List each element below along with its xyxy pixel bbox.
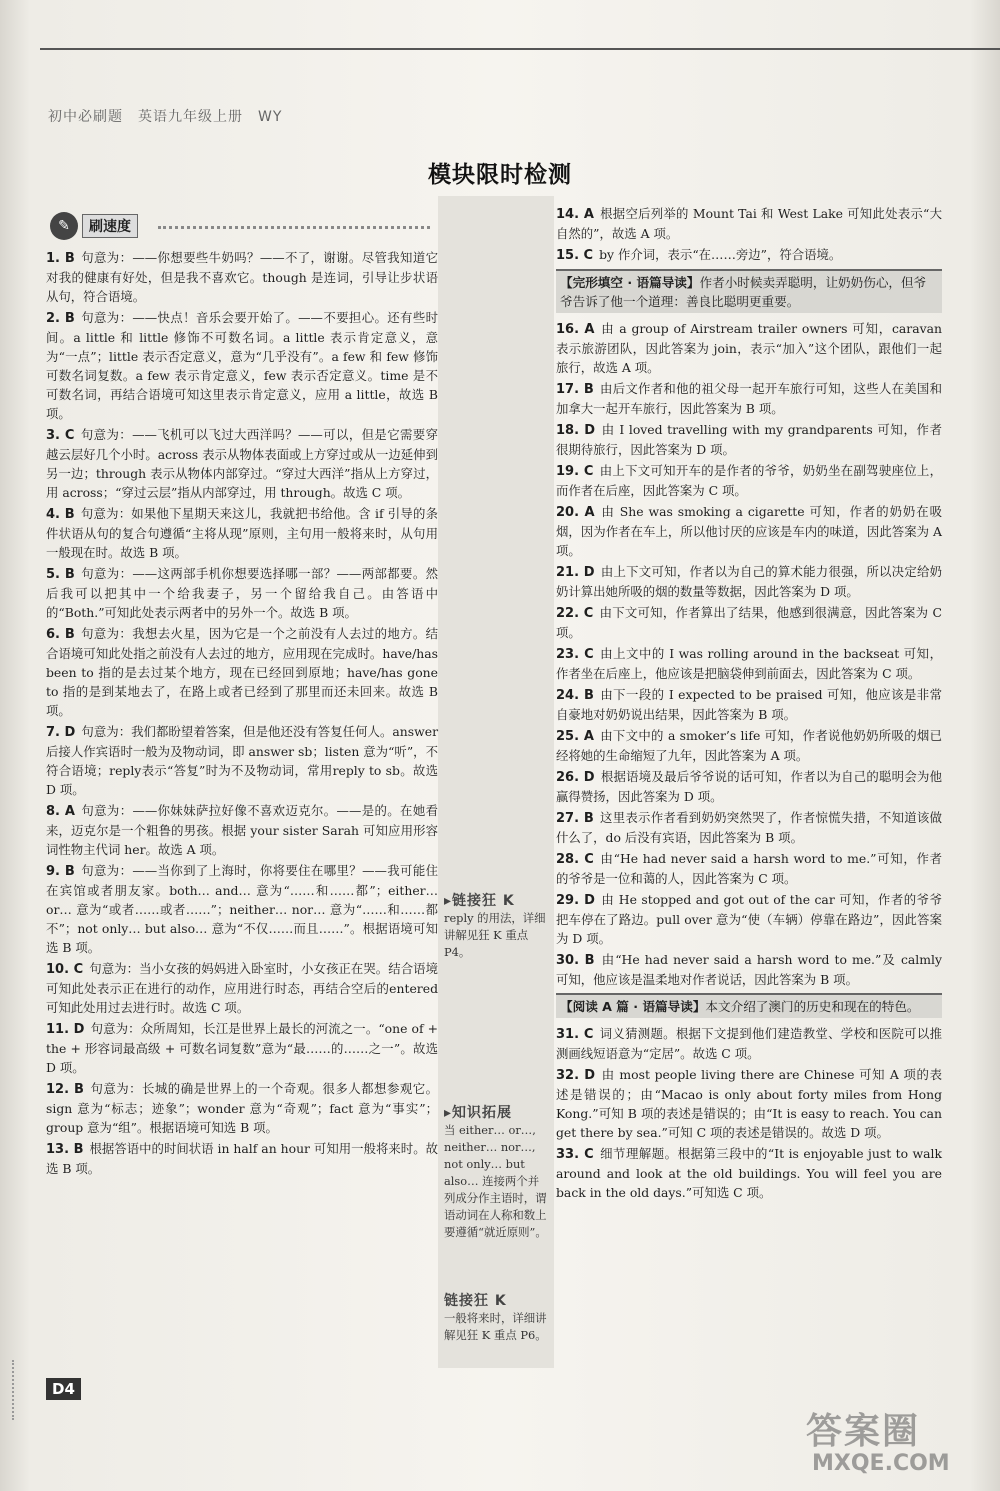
answer-number: 14. A [556, 207, 594, 222]
answer-number: 32. D [556, 1068, 596, 1083]
answer-number: 25. A [556, 729, 594, 744]
section-text: 本文介绍了澳门的历史和现在的特色。 [705, 999, 920, 1014]
answer-item [556, 1024, 942, 1063]
answer-item [556, 950, 942, 989]
answer-explanation: 词义猜测题。根据下文提到他们建造教堂、学校和医院可以推测画线短语意为“定居”。故选 C 项。 [556, 1026, 942, 1061]
answer-number: 19. C [556, 464, 594, 479]
answer-explanation: 句意为：如果他下星期天来这儿，我就把书给他。含 if 引导的条件状语从句的复合句遵循“主将从现”原则，主句用一般将来时，从句用一般现在时。故选 B 项。 [46, 506, 438, 560]
answer-item [556, 420, 942, 459]
answer-item [556, 726, 942, 765]
section-cloze-intro [556, 269, 942, 313]
answer-item [46, 248, 438, 306]
answer-explanation: 根据答语中的时间状语 in half an hour 可知用一般将来时。故选 B 项。 [46, 1141, 438, 1176]
answer-explanation: 句意为：我们都盼望着答案，但是他还没有答复任何人。answer 后接人作宾语时一般为及物动词，即 answer sb；listen 意为“听”，不符合语境；reply表示“答复”时为不及物动词，常用reply to sb。故选 D 项。 [46, 724, 438, 797]
answer-number: 23. C [556, 647, 594, 662]
answer-number: 18. D [556, 423, 596, 438]
answer-number: 11. D [46, 1022, 85, 1037]
answer-explanation: by 作介词，表示“在……旁边”，符合语境。 [599, 247, 842, 262]
answer-number: 20. A [556, 505, 595, 520]
answer-explanation: 句意为：——当你到了上海时，你将要住在哪里？——我可能住在宾馆或者朋友家。both… and… 意为“……和……都”；either… or… 意为“或者……或者……”；neither… nor… 意为“……和……都不”；not only… but also… 意为“不仅……而且……”。根据语境可知选 B 项。 [46, 863, 439, 955]
answer-number: 12. B [46, 1082, 84, 1097]
answer-item [556, 767, 942, 806]
right-column [556, 204, 942, 1204]
answer-number: 10. C [46, 962, 84, 977]
left-column [46, 248, 438, 1180]
answer-number: 22. C [556, 606, 594, 621]
answer-explanation: 由后文作者和他的祖父母一起开车旅行可知，这些人在美国和加拿大一起开车旅行，因此答案为 B 项。 [556, 381, 942, 416]
answer-number: 16. A [556, 322, 595, 337]
section-tag: 【完形填空 · 语篇导读】 [560, 275, 700, 290]
answer-item [556, 808, 942, 847]
answer-item [556, 502, 942, 560]
answer-item [556, 685, 942, 724]
answer-explanation: 由 most people living there are Chinese 可知 A 项的表述是错误的；由“Macao is only about forty miles from Hong Kong.”可知 B 项的表述是错误的；由“It is easy to reach. You can get there by sea.”可知 C 项的表述是错误的。故选 D 项。 [556, 1067, 942, 1140]
answer-number: 15. C [556, 248, 594, 263]
side-note-text: reply 的用法，详细讲解见狂 K 重点 P4。 [444, 911, 546, 959]
answer-explanation: 由 She was smoking a cigarette 可知，作者的奶奶在吸烟，因为作者在车上，所以他讨厌的应该是车内的味道，因此答案为 A 项。 [556, 504, 942, 558]
answer-number: 29. D [556, 893, 595, 908]
side-note-heading: 链接狂 K [444, 1293, 507, 1309]
answer-explanation: 由“He had never said a harsh word to me.”及 calmly 可知，他应该是温柔地对作者说话，因此答案为 B 项。 [556, 952, 942, 987]
answer-number: 8. A [46, 804, 75, 819]
answer-item [556, 319, 942, 377]
answer-item [556, 245, 942, 265]
page-title: 模块限时检测 [428, 162, 572, 188]
answer-item [556, 1144, 942, 1202]
answer-explanation: 句意为：——你想要些牛奶吗？——不了，谢谢。尽管我知道它对我的健康有好处，但是我不喜欢它。though 是连词，引导让步状语从句，符合语境。 [46, 250, 439, 304]
answer-item [46, 722, 438, 799]
answer-item [46, 564, 438, 622]
answer-item [46, 624, 438, 720]
page-number: D4 [46, 1378, 81, 1400]
answer-item [46, 1019, 438, 1077]
answer-explanation: 由上下文可知，作者以为自己的算术能力很强，所以决定给奶奶计算出她所吸的烟的数量等数据，因此答案为 D 项。 [556, 564, 942, 599]
watermark-logo [806, 1403, 986, 1483]
section-badge [50, 212, 152, 240]
answer-number: 21. D [556, 565, 595, 580]
section-text: 作者小时候卖弄聪明，让奶奶伤心，但爷爷告诉了他一个道理：善良比聪明更重要。 [560, 275, 927, 309]
answer-item [556, 603, 942, 642]
answer-explanation: 句意为：——快点！音乐会要开始了。——不要担心。还有些时间。a little 和 little 修饰不可数名词。a little 表示肯定意义，意为“一点”；little 表示否定意义，意为“几乎没有”。a few 和 few 修饰可数名词复数。a few 表示肯定意义，few 表示否定意义。time 是不可数名词，再结合语境可知这里表示肯定意义，应用 a little，故选 B 项。 [46, 310, 439, 421]
answer-item [46, 504, 438, 562]
section-tag: 【阅读 A 篇 · 语篇导读】 [560, 999, 706, 1014]
answer-explanation: 细节理解题。根据第三段中的“It is enjoyable just to walk around and look at the old buildings. You will feel you are back in the old days.”可知选 C 项。 [556, 1146, 942, 1200]
answer-item [46, 308, 438, 423]
answer-explanation: 由 I loved travelling with my grandparents 可知，作者很期待旅行，因此答案为 D 项。 [556, 422, 942, 457]
answer-explanation: 由下文可知，作者算出了结果，他感到很满意，因此答案为 C 项。 [556, 605, 942, 640]
answer-number: 1. B [46, 251, 75, 266]
answer-item [556, 204, 942, 243]
logo-url: MXQE.COM [812, 1451, 950, 1476]
answer-explanation: 句意为：——这两部手机你想要选择哪一部？——两部都要。然后我可以把其中一个给我妻子，另一个留给我自己。由答语中的“Both.”可知此处表示两者中的另外一个。故选 B 项。 [46, 566, 439, 620]
answer-item [556, 644, 942, 683]
answer-item [556, 849, 942, 888]
answer-item [556, 461, 942, 500]
answer-item [556, 890, 942, 948]
top-rule [40, 48, 1000, 50]
answer-number: 27. B [556, 811, 594, 826]
answer-number: 30. B [556, 953, 595, 968]
answer-number: 17. B [556, 382, 594, 397]
answer-explanation: 句意为：长城的确是世界上的一个奇观。很多人都想参观它。sign 意为“标志；迹象”；wonder 意为“奇观”；fact 意为“事实”；group 意为“组”。根据语境可知选 B 项。 [46, 1081, 439, 1135]
section-reading-intro [556, 993, 942, 1018]
answer-number: 33. C [556, 1147, 594, 1162]
answer-item [46, 959, 438, 1017]
answer-number: 24. B [556, 688, 594, 703]
answer-number: 4. B [46, 507, 75, 522]
logo-text: 答案圈 [806, 1411, 921, 1452]
answer-item [46, 801, 438, 859]
book-icon: ✎ [50, 212, 78, 240]
answer-explanation: 由 a group of Airstream trailer owners 可知，caravan 表示旅游团队，因此答案为 join，表示“加入”这个团队，跟他们一起旅行，故选 A 项。 [556, 321, 942, 375]
answer-number: 9. B [46, 864, 75, 879]
answer-explanation: 由上下文可知开车的是作者的爷爷，奶奶坐在副驾驶座位上，而作者在后座，因此答案为 C 项。 [556, 463, 942, 498]
answer-item [46, 425, 438, 502]
answer-explanation: 由上文中的 I was rolling around in the backseat 可知，作者坐在后座上，他应该是把脑袋伸到前面去，因此答案为 C 项。 [556, 646, 942, 681]
side-note-3 [444, 1290, 550, 1344]
answer-explanation: 句意为：众所周知，长江是世界上最长的河流之一。“one of + the + 形容词最高级 + 可数名词复数”意为“最……的……之一”。故选 D 项。 [46, 1021, 438, 1075]
answer-number: 6. B [46, 627, 75, 642]
answer-explanation: 句意为：我想去火星，因为它是一个之前没有人去过的地方。结合语境可知此处指之前没有人去过的地方，应用现在完成时。have/has been to 指的是去过某个地方，现在已经回到原地；have/has gone to 指的是到某地去了，在路上或者已经到了那里而还未回来。故选 B 项。 [46, 626, 439, 718]
answer-item [46, 861, 438, 957]
answer-number: 31. C [556, 1027, 594, 1042]
side-note-2 [444, 1102, 550, 1241]
badge-label: 刷速度 [82, 214, 138, 238]
answer-number: 7. D [46, 725, 76, 740]
side-note-heading: ▸知识拓展 [444, 1105, 513, 1121]
answer-explanation: 由“He had never said a harsh word to me.”可知，作者的爷爷是一位和蔼的人，因此答案为 C 项。 [556, 851, 942, 886]
answer-explanation: 句意为：当小女孩的妈妈进入卧室时，小女孩正在哭。结合语境可知此处表示正在进行的动作，应用进行时态，再结合空后的entered可知此处用过去进行时。故选 C 项。 [46, 961, 438, 1015]
answer-explanation: 由 He stopped and got out of the car 可知，作者的爷爷把车停在了路边。pull over 意为“使（车辆）停靠在路边”，因此答案为 D 项。 [556, 892, 942, 946]
answer-item [556, 1065, 942, 1142]
answer-explanation: 句意为：——你妹妹萨拉好像不喜欢迈克尔。——是的。在她看来，迈克尔是一个粗鲁的男孩。根据 your sister Sarah 可知应用形容词性物主代词 her。故选 A 项。 [46, 803, 439, 857]
side-note-heading: ▸链接狂 K [444, 893, 515, 909]
answer-explanation: 这里表示作者看到奶奶突然哭了，作者惊慌失措，不知道该做什么了，do 后没有宾语，因此答案为 B 项。 [556, 810, 942, 845]
answer-number: 2. B [46, 311, 75, 326]
answer-number: 3. C [46, 428, 75, 443]
dotted-divider [158, 226, 430, 229]
answer-item [46, 1139, 438, 1178]
answer-explanation: 根据语境及最后爷爷说的话可知，作者以为自己的聪明会为他赢得赞扬，因此答案为 D 项。 [556, 769, 942, 804]
answer-item [556, 379, 942, 418]
answer-explanation: 句意为：——飞机可以飞过大西洋吗？——可以，但是它需要穿越云层好几个小时。across 表示从物体表面或上方穿过或从一边延伸到另一边；through 表示从物体内部穿过。“穿过大西洋”指从上方穿过，用 across；“穿过云层”指从内部穿过，用 through。故选 C 项。 [46, 427, 438, 500]
answer-number: 13. B [46, 1142, 84, 1157]
answer-number: 5. B [46, 567, 75, 582]
side-note-text: 当 either… or…, neither… nor…, not only… but also… 连接两个并列成分作主语时，谓语动词在人称和数上要遵循“就近原则”。 [444, 1123, 547, 1239]
answer-item [46, 1079, 438, 1137]
side-note-text: 一般将来时，详细讲解见狂 K 重点 P6。 [444, 1311, 547, 1342]
answer-explanation: 由下文中的 a smoker’s life 可知，作者说他奶奶所吸的烟已经将她的生命缩短了九年，因此答案为 A 项。 [556, 728, 942, 763]
answer-explanation: 根据空后列举的 Mount Tai 和 West Lake 可知此处表示“大自然的”，故选 A 项。 [556, 206, 942, 241]
answer-explanation: 由下一段的 I expected to be praised 可知，他应该是非常自豪地对奶奶说出结果，因此答案为 B 项。 [556, 687, 942, 722]
answer-item [556, 562, 942, 601]
answer-number: 28. C [556, 852, 594, 867]
running-header: 初中必刷题 英语九年级上册 WY [48, 109, 283, 125]
side-note-1 [444, 890, 550, 961]
answer-number: 26. D [556, 770, 595, 785]
